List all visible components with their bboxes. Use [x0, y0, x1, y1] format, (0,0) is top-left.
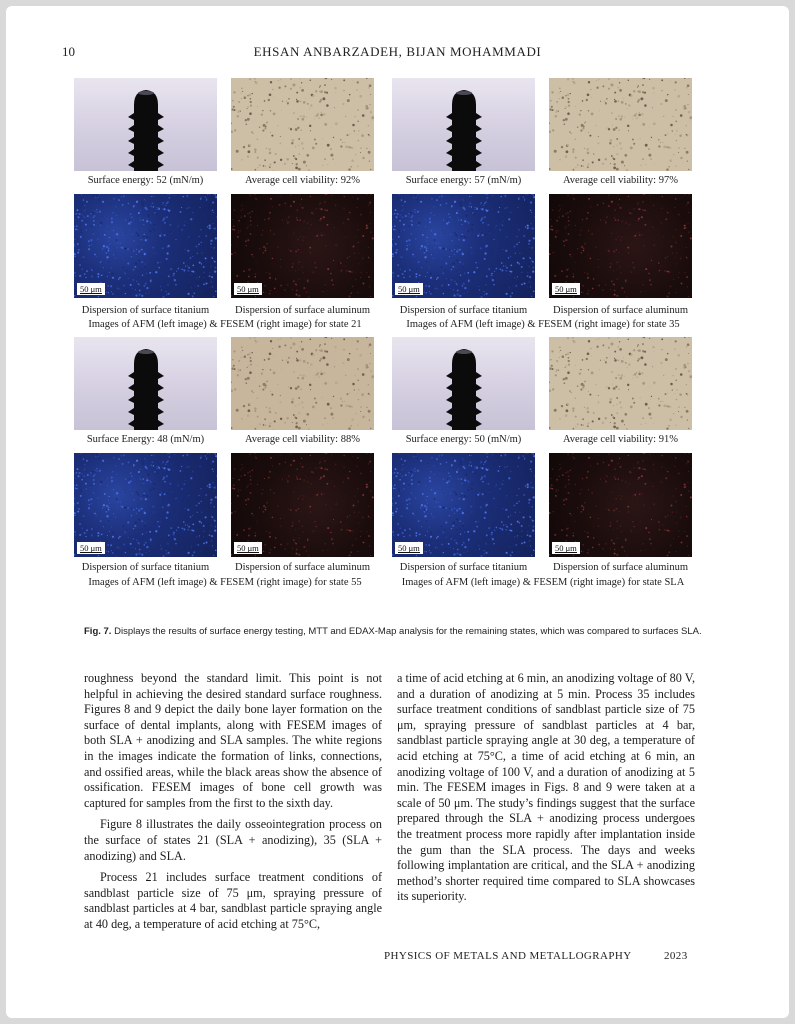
aluminum-caption: Dispersion of surface aluminum: [552, 562, 688, 573]
cell-photo-state-sla: [549, 337, 692, 445]
titanium-caption: Dispersion of surface titanium: [81, 562, 210, 573]
scale-bar: 50 μm: [395, 542, 423, 554]
titanium-map-image: [392, 453, 535, 557]
titanium-map-state-35: [392, 194, 535, 298]
titanium-caption: Dispersion of surface titanium: [399, 562, 528, 573]
titanium-map-state-21: [74, 194, 217, 298]
running-header-authors: EHSAN ANBARZADEH, BIJAN MOHAMMADI: [253, 44, 542, 59]
scale-bar: 50 μm: [77, 283, 105, 295]
titanium-caption: Dispersion of surface titanium: [399, 305, 528, 316]
droplet-photo-state-35: [392, 78, 535, 186]
aluminum-map-image: [549, 194, 692, 298]
cell-viability-label: Average cell viability: 91%: [563, 434, 678, 445]
cell-viability-label: Average cell viability: 97%: [563, 175, 678, 186]
cell-photo-state-55: [231, 337, 374, 445]
scale-bar: 50 μm: [395, 283, 423, 295]
cell-viability-image: [549, 337, 692, 430]
aluminum-map-image: [549, 453, 692, 557]
aluminum-caption: Dispersion of surface aluminum: [552, 305, 688, 316]
scale-bar: 50 μm: [234, 283, 262, 295]
aluminum-caption: Dispersion of surface aluminum: [234, 305, 370, 316]
scale-bar: 50 μm: [234, 542, 262, 554]
cell-viability-label: Average cell viability: 88%: [245, 434, 360, 445]
images-caption-state-35: Images of AFM (left image) & FESEM (right image) for state 35: [406, 319, 680, 330]
aluminum-map-state-55: [231, 453, 374, 557]
surface-energy-label: Surface energy: 57 (mN/m): [405, 175, 522, 186]
body-column-left: [84, 671, 382, 939]
implant-silhouette: [120, 87, 172, 171]
aluminum-caption: Dispersion of surface aluminum: [234, 562, 370, 573]
aluminum-map-image: [231, 453, 374, 557]
titanium-map-image: [74, 194, 217, 298]
paragraph: a time of acid etching at 6 min, an anodizing voltage of 80 V, and a duration of anodizing at 5 min. Process 35 includes surface treatment conditions of sandblast particle size of 75 μm, spraying pressure of sandblast particles at 4 bar, sandblast particle spraying angle at 30 deg, a temperature of acid etching at 75°C, a time of acid etching at 6 min, an anodizing voltage of 100 V, and a duration of anodizing at 5 min. The FESEM images in Figs. 8 and 9 were taken at a scale of 50 μm. The study’s findings suggest that the surface prepared through the SLA + anodizing process undergoes the treatment process more rapidly after implantation inside the gum than the SLA process. The days and weeks following implantation are critical, and the SLA + anodizing method’s shorter required time compared to SLA showcases its superiority.: [397, 671, 695, 904]
images-caption-state-21: Images of AFM (left image) & FESEM (right image) for state 21: [88, 319, 362, 330]
cell-photo-state-21: [231, 78, 374, 186]
aluminum-map-state-35: [549, 194, 692, 298]
images-caption-state-sla: Images of AFM (left image) & FESEM (right image) for state SLA: [401, 577, 685, 588]
figure-label: Fig. 7.: [84, 626, 112, 637]
scale-bar: 50 μm: [552, 542, 580, 554]
cell-viability-image: [231, 78, 374, 171]
paragraph: Figure 8 illustrates the daily osseointegration process on the surface of states 21 (SLA + anodizing), 35 (SLA + anodizing) and SLA.: [84, 817, 382, 863]
implant-silhouette: [438, 346, 490, 430]
droplet-photo-state-21: [74, 78, 217, 186]
droplet-image: [392, 78, 535, 171]
aluminum-map-image: [231, 194, 374, 298]
scale-bar: 50 μm: [552, 283, 580, 295]
figure-caption: [84, 625, 714, 638]
journal-year: 2023: [664, 950, 688, 962]
images-caption-state-55: Images of AFM (left image) & FESEM (right image) for state 55: [88, 577, 362, 588]
surface-energy-label: Surface Energy: 48 (mN/m): [86, 434, 205, 445]
cell-viability-label: Average cell viability: 92%: [245, 175, 360, 186]
droplet-image: [74, 337, 217, 430]
implant-silhouette: [438, 87, 490, 171]
cell-photo-state-35: [549, 78, 692, 186]
paragraph: Process 21 includes surface treatment conditions of sandblast particle size of 75 μm, spraying pressure of sandblast particles at 4 bar, sandblast particle spraying angle at 40 deg, a temperature of acid etching at 75°C,: [84, 870, 382, 931]
aluminum-map-state-21: [231, 194, 374, 298]
titanium-map-image: [74, 453, 217, 557]
titanium-map-state-sla: [392, 453, 535, 557]
titanium-map-state-55: [74, 453, 217, 557]
cell-viability-image: [231, 337, 374, 430]
aluminum-map-state-sla: [549, 453, 692, 557]
surface-energy-label: Surface energy: 50 (mN/m): [405, 434, 522, 445]
implant-silhouette: [120, 346, 172, 430]
titanium-map-image: [392, 194, 535, 298]
droplet-image: [392, 337, 535, 430]
droplet-image: [74, 78, 217, 171]
droplet-photo-state-sla: [392, 337, 535, 445]
page-number: 10: [62, 44, 75, 59]
journal-name: PHYSICS OF METALS AND METALLOGRAPHY: [384, 950, 632, 962]
body-column-right: [397, 671, 695, 911]
scale-bar: 50 μm: [77, 542, 105, 554]
paragraph: roughness beyond the standard limit. This point is not helpful in achieving the desired standard surface roughness. Figures 8 and 9 depict the daily bone layer formation on the surface of dental implants, along with FESEM images of both SLA + anodizing and SLA samples. The white regions in the images indicate the formation of links, connections, and ossified areas, while the black areas show the absence of ossification. FESEM images of bone cell growth was captured for samples from the first to the sixth day.: [84, 671, 382, 810]
cell-viability-image: [549, 78, 692, 171]
figure-caption-text: Displays the results of surface energy testing, MTT and EDAX-Map analysis for the remaining states, which was compared to surfaces SLA.: [111, 626, 702, 637]
surface-energy-label: Surface energy: 52 (mN/m): [87, 175, 204, 186]
titanium-caption: Dispersion of surface titanium: [81, 305, 210, 316]
droplet-photo-state-55: [74, 337, 217, 445]
